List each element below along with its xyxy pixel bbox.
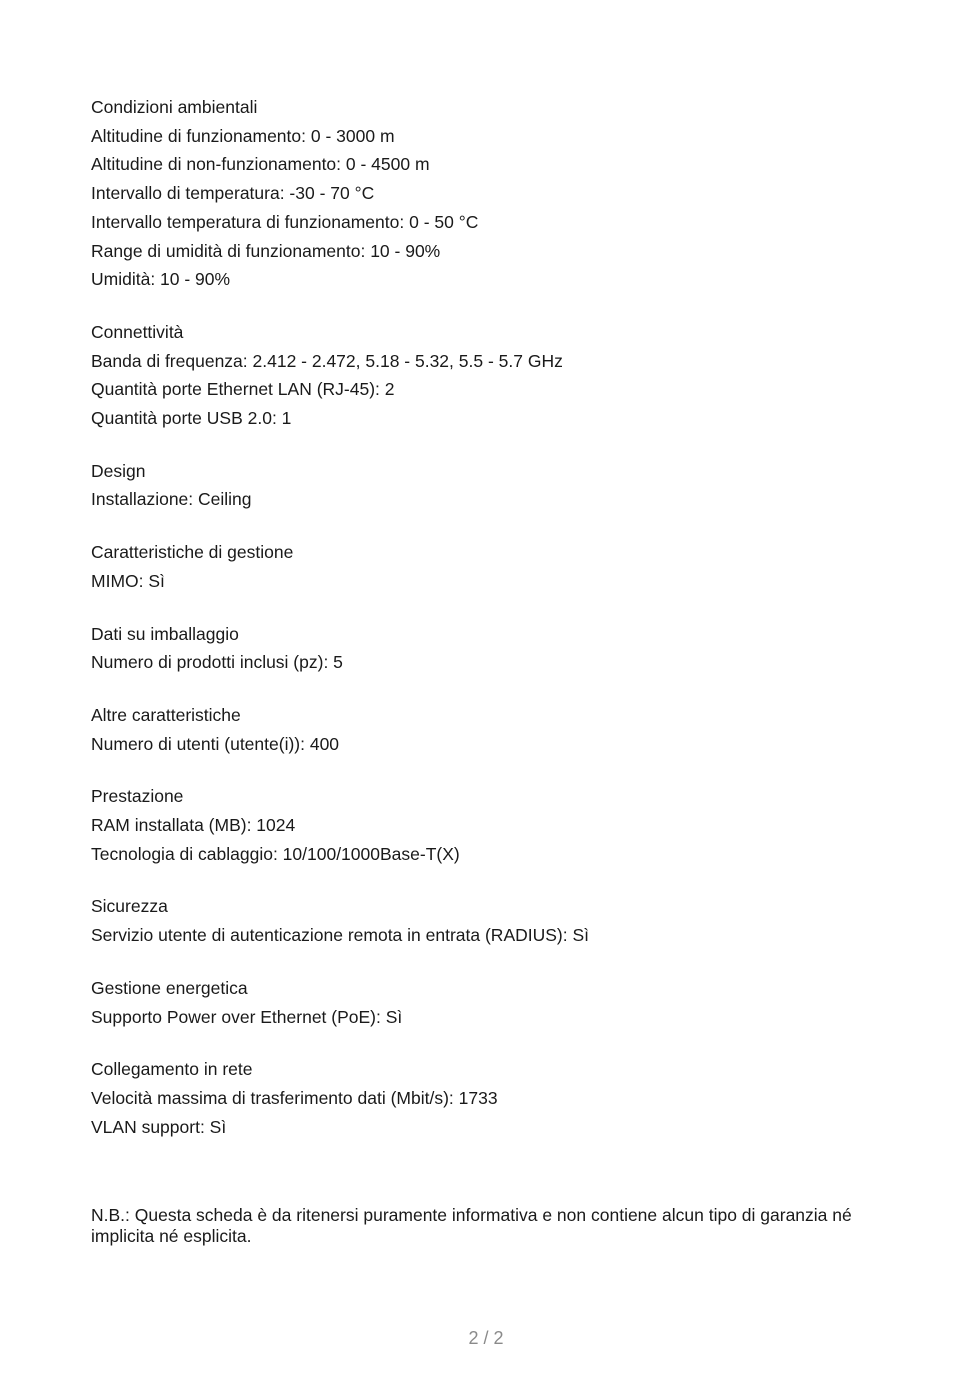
spec-line: Velocità massima di trasferimento dati (Mbit/s): 1733	[91, 1087, 498, 1108]
section-title: Condizioni ambientali	[91, 97, 258, 117]
spec-line: Intervallo di temperatura: -30 - 70 °C	[91, 183, 375, 204]
section-condizioni-ambientali	[91, 93, 901, 294]
spec-line: Numero di utenti (utente(i)): 400	[91, 733, 340, 754]
section-title: Connettività	[91, 321, 184, 342]
section-title: Gestione energetica	[91, 977, 248, 998]
section-gestione-energetica	[91, 974, 901, 1031]
spec-line: MIMO: Sì	[91, 570, 165, 591]
spec-line: Tecnologia di cablaggio: 10/100/1000Base-T(X)	[91, 843, 460, 864]
section-title: Collegamento in rete	[91, 1059, 253, 1080]
section-title: Sicurezza	[91, 896, 168, 917]
spec-sheet	[91, 93, 901, 1165]
section-title: Prestazione	[91, 786, 184, 807]
spec-line: Numero di prodotti inclusi (pz): 5	[91, 652, 343, 673]
spec-line: RAM installata (MB): 1024	[91, 815, 296, 836]
section-title: Altre caratteristiche	[91, 704, 241, 725]
section-connettivita	[91, 318, 901, 433]
section-title: Dati su imballaggio	[91, 623, 239, 644]
spec-line: Quantità porte Ethernet LAN (RJ-45): 2	[91, 379, 395, 400]
section-prestazione	[91, 782, 901, 868]
spec-line: Intervallo temperatura di funzionamento: 0 - 50 °C	[91, 211, 479, 232]
section-title: Design	[91, 460, 146, 481]
spec-line: Altitudine di non-funzionamento: 0 - 4500 m	[91, 154, 430, 175]
section-altre-caratteristiche	[91, 701, 901, 758]
spec-line: Quantità porte USB 2.0: 1	[91, 408, 292, 429]
spec-line: VLAN support: Sì	[91, 1116, 227, 1137]
section-design	[91, 457, 901, 514]
spec-line: Range di umidità di funzionamento: 10 - 90%	[91, 240, 441, 261]
page-number: 2 / 2	[468, 1328, 504, 1348]
spec-line: Installazione: Ceiling	[91, 489, 252, 510]
spec-line: Banda di frequenza: 2.412 - 2.472, 5.18 - 5.32, 5.5 - 5.7 GHz	[91, 350, 563, 371]
spec-line: Umidità: 10 - 90%	[91, 269, 231, 290]
section-collegamento-in-rete	[91, 1055, 901, 1141]
spec-line: Altitudine di funzionamento: 0 - 3000 m	[91, 125, 395, 146]
disclaimer-note: N.B.: Questa scheda è da ritenersi puramente informativa e non contiene alcun tipo di garanzia né implicita né esplicita.	[91, 1205, 852, 1246]
section-sicurezza	[91, 892, 901, 949]
section-dati-su-imballaggio	[91, 620, 901, 677]
section-title: Caratteristiche di gestione	[91, 542, 294, 563]
section-caratteristiche-di-gestione	[91, 538, 901, 595]
spec-line: Servizio utente di autenticazione remota in entrata (RADIUS): Sì	[91, 925, 590, 946]
spec-line: Supporto Power over Ethernet (PoE): Sì	[91, 1006, 403, 1027]
